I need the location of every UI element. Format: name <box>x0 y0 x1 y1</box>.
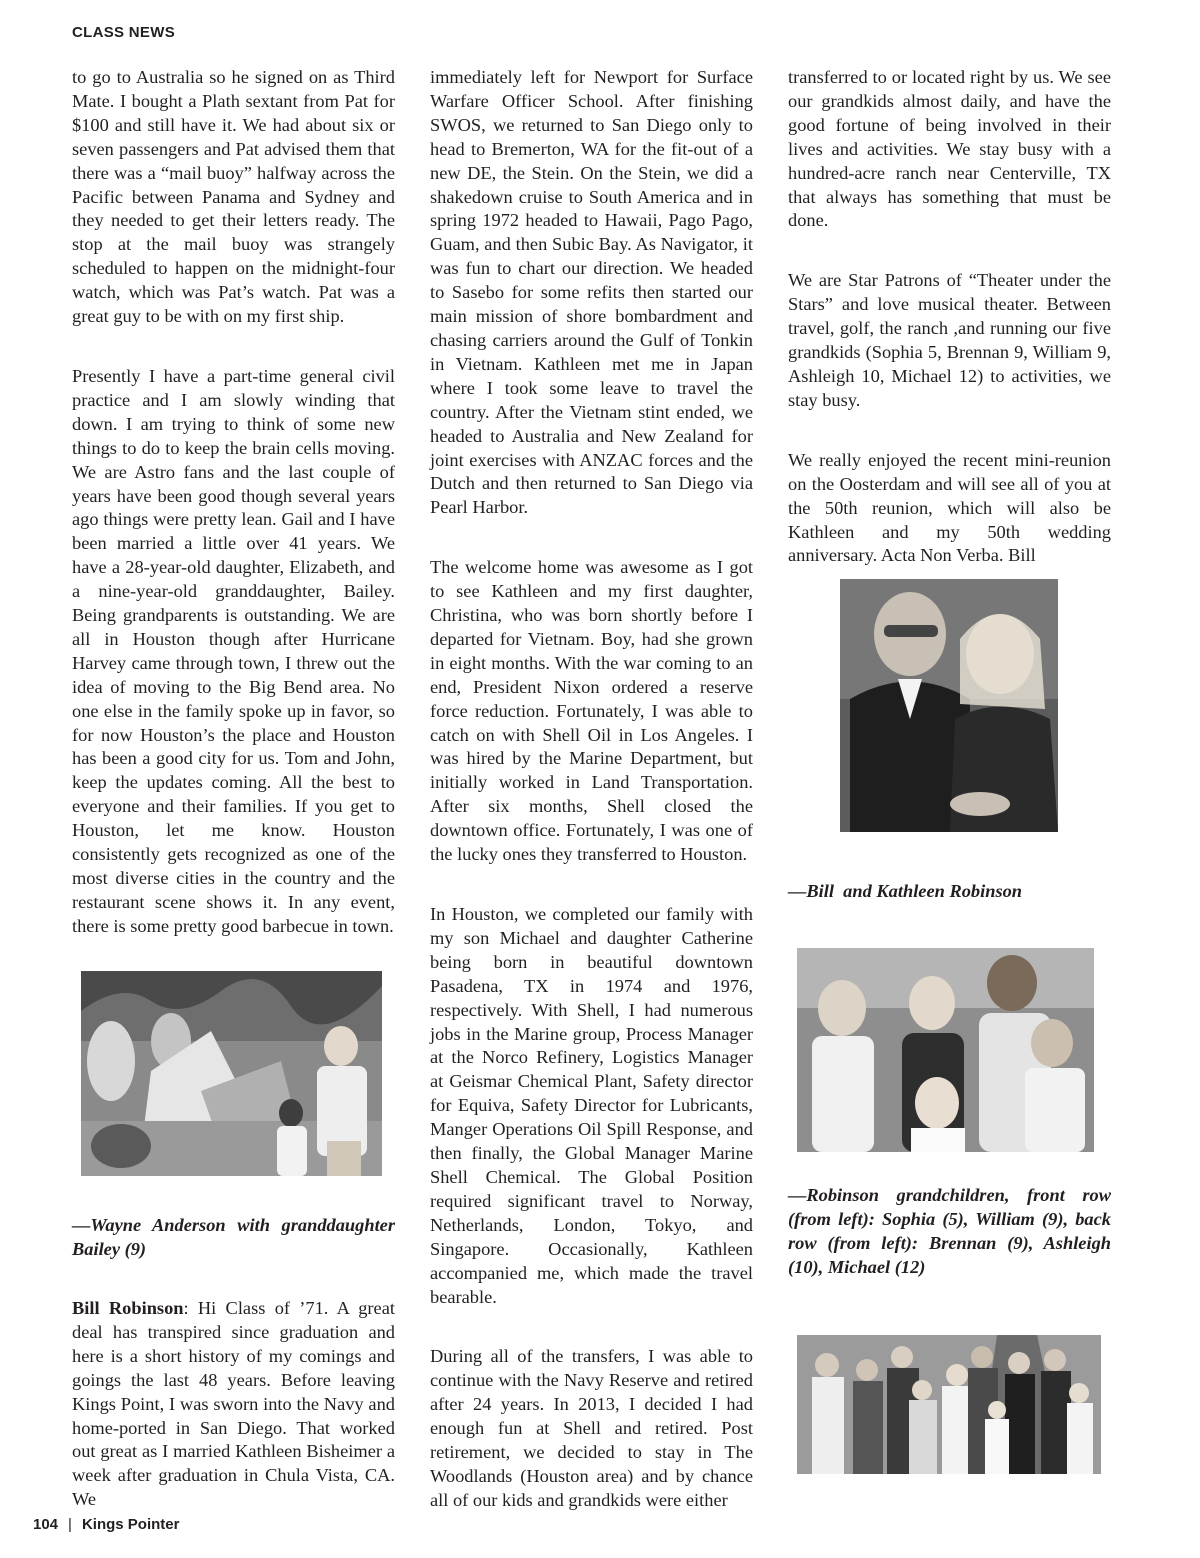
col1-paragraph-1: to go to Australia so he signed on as Third Mate. I bought a Plath sextant from Pat for $100 and still have it. We had about six or seven passengers and Pat advised them that there was a “mail buoy” halfway across the Pacific between Panama and Sydney and they needed to get their letters ready. The stop at the mail buoy was strangely scheduled to happen on the midnight-four watch, which was Pat’s watch. Pat was a great guy to be with on my first ship. <box>72 67 395 327</box>
col2-paragraph-3: In Houston, we completed our family with my son Michael and daughter Catherine being born in beautiful downtown Pasadena, TX in 1974 and 1976, respectively. With Shell, I had numerous jobs in the Marine group, Process Manager at the Norco Refinery, Logistics Manager at Geismar Chemical Plant, Safety director for Equiva, Safety Director for Lubricants, Manger Operations Oil Spill Response, and then finally, the Global Manager Marine Shell Chemical. The Global Position required significant travel to Norway, Netherlands, London, Tokyo, and Singapore. Occasionally, Kathleen accompanied me, which made the travel bearable. <box>430 904 753 1307</box>
col1-paragraph-2: Presently I have a part-time general civil practice and I am slowly winding that down. I am trying to think of some new things to do to keep the brain cells moving. We are Astro fans and the last couple of years have been good though several years ago things were pretty lean. Gail and I have been married a little over 41 years. We have a 28-year-old daughter, Elizabeth, and a nine-year-old granddaughter, Bailey. Being grandparents is outstanding. We are all in Houston though after Hurricane Harvey came through town, I threw out the idea of moving to the Big Bend area. No one else in the family spoke up in favor, so for now Houston’s the place and Houston has been a good city for us. Tom and John, keep the updates coming. All the best to everyone and their families. If you get to Houston, let me know. Houston consistently gets recognized as one of the most diverse cities in the country and the restaurant scene shows it. In any event, there is some pretty good barbecue in town. <box>72 365 395 936</box>
footer-separator: | <box>68 1516 72 1533</box>
section-label: CLASS NEWS <box>72 24 176 41</box>
publication-name: Kings Pointer <box>81 1516 180 1533</box>
col2-paragraph-2: The welcome home was awesome as I got to see Kathleen and my first daughter, Christina, who was born shortly before I departed for Vietnam. Boy, had she grown in eight months. With the war coming to an end, President Nixon ordered a reserve force reduction. Fortunately, I was able to catch on with Shell Oil in Los Angeles. I was hired by the Marine Department, but initially worked in Land Transportation. After six months, Shell closed the downtown office. Fortunately, I was one of the lucky ones they transferred to Houston. <box>430 557 753 865</box>
caption-bill-and-kathleen: —Bill and Kathleen Robinson <box>788 881 1023 901</box>
page-number: 104 <box>33 1516 59 1533</box>
col2-paragraph-4: During all of the transfers, I was able to continue with the Navy Reserve and retired after 24 years. In 2013, I decided I had enough fun at Shell and retired. Post retirement, we decided to stay in The Woodlands (Houston area) and by chance all of our kids and grandkids were either <box>430 1346 753 1510</box>
caption-wayne-anderson: —Wayne Anderson with granddaughter Bailey (9) <box>72 1215 395 1259</box>
photo-robinson-grandchildren <box>797 948 1094 1152</box>
col3-paragraph-2: We are Star Patrons of “Theater under the Stars” and love musical theater. Between travel, golf, the ranch ,and running our five grandkids (Sophia 5, Brennan 9, William 9, Ashleigh 10, Michael 12) to activities, we stay busy. <box>788 270 1111 410</box>
col3-paragraph-3: We really enjoyed the recent mini-reunion on the Oosterdam and will see all of you at the 50th reunion, which will also be Kathleen and my 50th wedding anniversary. Acta Non Verba. Bill <box>788 449 1111 566</box>
photo-wayne-anderson-mural <box>81 971 382 1176</box>
column-3 <box>788 66 1111 568</box>
col1-paragraph-3-text: : Hi Class of ’71. A great deal has transpired since graduation and here is a short history of my comings and goings the last 48 years. Before leaving Kings Point, I was sworn into the Navy and home-ported in San Diego. That worked out great as I married Kathleen Bisheimer a week after graduation in Chula Vista, CA. We <box>72 1298 395 1510</box>
author-name-bill-robinson: Bill Robinson <box>72 1298 184 1318</box>
caption-robinson-grandchildren: —Robinson grandchildren, front row (from left): Sophia (5), William (9), back row (from left): Brennan (9), Ashleigh (10), Michael (12) <box>788 1185 1111 1277</box>
col2-paragraph-1: immediately left for Newport for Surface Warfare Officer School. After finishing SWOS, we returned to San Diego only to head to Bremerton, WA for the fit-out of a new DE, the Stein. On the Stein, we did a shakedown cruise to South America and in spring 1972 headed to Hawaii, Pago Pago, Guam, and then Subic Bay. As Navigator, it was fun to chart our direction. We headed to Sasebo for some refits then started our main mission of shore bombardment and chasing carriers around the Gulf of Tonkin in Vietnam. Kathleen met me in Japan where I took some leave to travel the country. After the Vietnam stint ended, we headed to Australia and New Zealand for joint exercises with ANZAC forces and the Dutch and then returned to San Diego via Pearl Harbor. <box>430 67 753 518</box>
col1-paragraph-3 <box>72 1297 395 1512</box>
photo-bill-and-kathleen <box>840 579 1058 832</box>
photo-robinson-family <box>797 1335 1101 1474</box>
page-footer <box>33 1516 179 1533</box>
column-2 <box>430 66 753 1513</box>
column-1 <box>72 66 395 975</box>
col3-paragraph-1: transferred to or located right by us. We see our grandkids almost daily, and have the good fortune of being involved in their lives and activities. We stay busy with a hundred-acre ranch near Centerville, TX that always has something that must be done. <box>788 67 1111 231</box>
